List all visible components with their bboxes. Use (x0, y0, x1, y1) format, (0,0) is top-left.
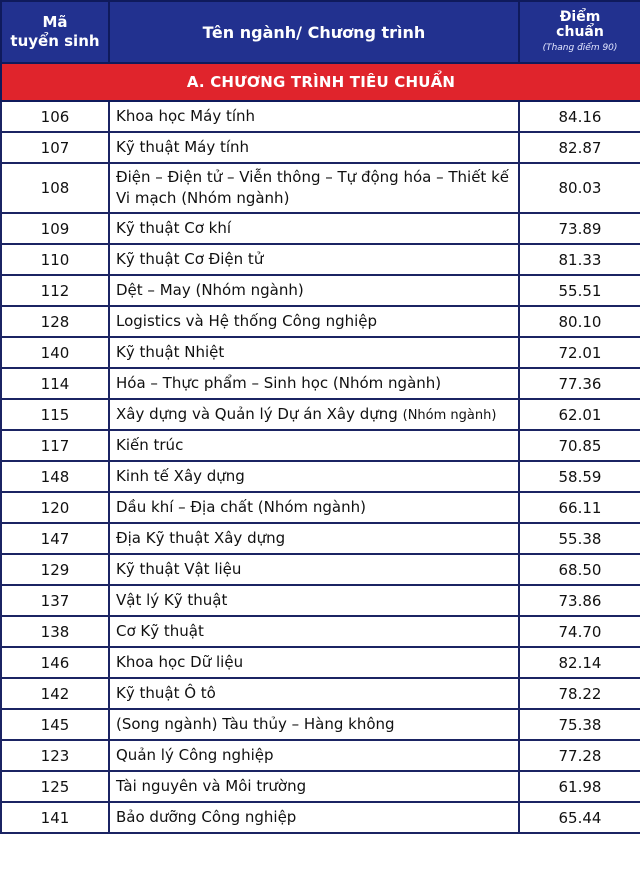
table-row (1, 740, 640, 771)
table-row (1, 368, 640, 399)
benchmark-score: 77.28 (519, 740, 640, 771)
program-name: Quản lý Công nghiệp (109, 740, 519, 771)
program-name: Bảo dưỡng Công nghiệp (109, 802, 519, 833)
benchmark-score: 65.44 (519, 802, 640, 833)
header-score-scale: (Thang điểm 90) (542, 43, 618, 53)
program-code: 115 (1, 399, 109, 430)
program-code: 120 (1, 492, 109, 523)
table-row (1, 771, 640, 802)
program-name: Kỹ thuật Máy tính (109, 132, 519, 163)
table-row (1, 461, 640, 492)
benchmark-score: 66.11 (519, 492, 640, 523)
program-code: 114 (1, 368, 109, 399)
program-name: Kiến trúc (109, 430, 519, 461)
header-program-name: Tên ngành/ Chương trình (109, 1, 519, 63)
benchmark-score: 74.70 (519, 616, 640, 647)
benchmark-score: 75.38 (519, 709, 640, 740)
table-row (1, 492, 640, 523)
benchmark-score: 77.36 (519, 368, 640, 399)
program-name: Dầu khí – Địa chất (Nhóm ngành) (109, 492, 519, 523)
table-row (1, 585, 640, 616)
program-name: Vật lý Kỹ thuật (109, 585, 519, 616)
benchmark-score: 82.14 (519, 647, 640, 678)
program-code: 109 (1, 213, 109, 244)
program-code: 125 (1, 771, 109, 802)
program-name: Kỹ thuật Nhiệt (109, 337, 519, 368)
table-row (1, 306, 640, 337)
program-name-suffix: (Nhóm ngành) (402, 407, 497, 423)
benchmark-score: 81.33 (519, 244, 640, 275)
table-row (1, 213, 640, 244)
table-row (1, 132, 640, 163)
table-row (1, 616, 640, 647)
benchmark-score: 70.85 (519, 430, 640, 461)
benchmark-score: 73.86 (519, 585, 640, 616)
benchmark-score: 80.10 (519, 306, 640, 337)
program-name: Dệt – May (Nhóm ngành) (109, 275, 519, 306)
header-code-line1: Mã (42, 13, 68, 31)
benchmark-score: 58.59 (519, 461, 640, 492)
table-row (1, 337, 640, 368)
program-name: Khoa học Dữ liệu (109, 647, 519, 678)
program-code: 142 (1, 678, 109, 709)
table-row (1, 275, 640, 306)
program-name: Hóa – Thực phẩm – Sinh học (Nhóm ngành) (109, 368, 519, 399)
header-score (519, 1, 640, 63)
program-code: 145 (1, 709, 109, 740)
table-row (1, 163, 640, 213)
header-score-line2: chuẩn (556, 24, 604, 40)
program-name-text: Xây dựng và Quản lý Dự án Xây dựng (116, 404, 398, 423)
program-name: Kỹ thuật Cơ Điện tử (109, 244, 519, 275)
program-name: Logistics và Hệ thống Công nghiệp (109, 306, 519, 337)
program-code: 148 (1, 461, 109, 492)
table-row (1, 523, 640, 554)
program-code: 137 (1, 585, 109, 616)
section-row (1, 63, 640, 101)
table-row (1, 244, 640, 275)
program-code: 107 (1, 132, 109, 163)
header-code-line2: tuyển sinh (10, 32, 100, 50)
header-score-line1: Điểm (559, 9, 601, 25)
benchmark-score: 55.38 (519, 523, 640, 554)
table-row (1, 709, 640, 740)
program-name: Điện – Điện tử – Viễn thông – Tự động hóa – Thiết kế Vi mạch (Nhóm ngành) (109, 163, 519, 213)
program-code: 140 (1, 337, 109, 368)
table-row (1, 399, 640, 430)
program-name: Địa Kỹ thuật Xây dựng (109, 523, 519, 554)
program-name: Kỹ thuật Cơ khí (109, 213, 519, 244)
table-row (1, 802, 640, 833)
program-code: 129 (1, 554, 109, 585)
benchmark-score: 73.89 (519, 213, 640, 244)
benchmark-score: 84.16 (519, 101, 640, 132)
benchmark-score: 72.01 (519, 337, 640, 368)
program-name: Kinh tế Xây dựng (109, 461, 519, 492)
benchmark-score: 62.01 (519, 399, 640, 430)
program-code: 123 (1, 740, 109, 771)
program-name: (Song ngành) Tàu thủy – Hàng không (109, 709, 519, 740)
program-code: 117 (1, 430, 109, 461)
program-code: 138 (1, 616, 109, 647)
program-code: 128 (1, 306, 109, 337)
table-row (1, 101, 640, 132)
program-name: Tài nguyên và Môi trường (109, 771, 519, 802)
program-code: 146 (1, 647, 109, 678)
table-row (1, 554, 640, 585)
program-code: 108 (1, 163, 109, 213)
benchmark-score: 68.50 (519, 554, 640, 585)
table-row (1, 647, 640, 678)
program-code: 147 (1, 523, 109, 554)
section-title: A. CHƯƠNG TRÌNH TIÊU CHUẨN (1, 63, 640, 101)
table-row (1, 678, 640, 709)
program-code: 110 (1, 244, 109, 275)
benchmark-score: 78.22 (519, 678, 640, 709)
program-name: Kỹ thuật Vật liệu (109, 554, 519, 585)
program-name (109, 399, 519, 430)
benchmark-score: 82.87 (519, 132, 640, 163)
program-code: 112 (1, 275, 109, 306)
program-name: Cơ Kỹ thuật (109, 616, 519, 647)
table-header-row (1, 1, 640, 63)
program-code: 106 (1, 101, 109, 132)
benchmark-score: 61.98 (519, 771, 640, 802)
header-code (1, 1, 109, 63)
program-code: 141 (1, 802, 109, 833)
benchmark-score: 55.51 (519, 275, 640, 306)
table-row (1, 430, 640, 461)
benchmark-score: 80.03 (519, 163, 640, 213)
program-name: Kỹ thuật Ô tô (109, 678, 519, 709)
program-name: Khoa học Máy tính (109, 101, 519, 132)
